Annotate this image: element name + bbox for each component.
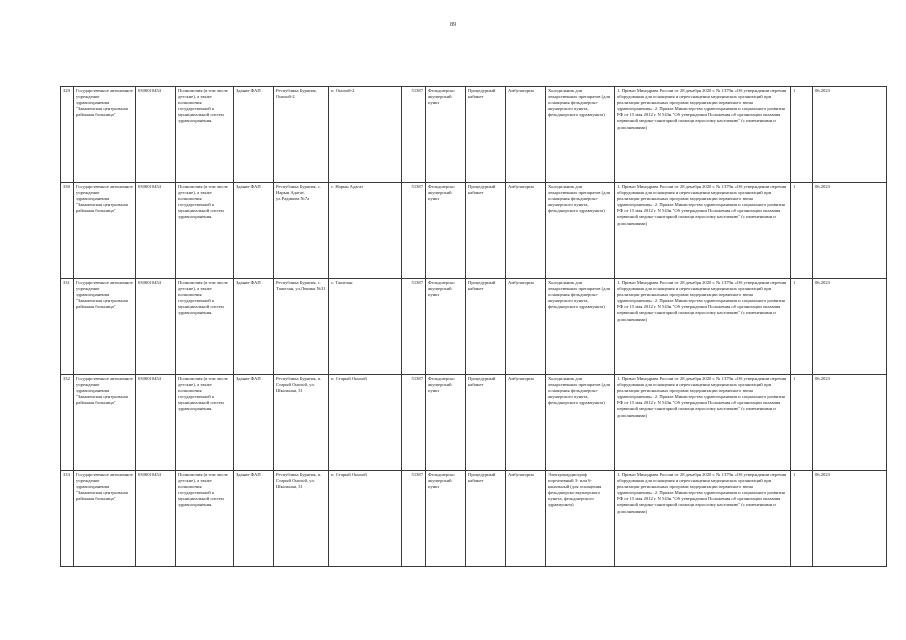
- code-cell: 0306010454: [136, 87, 176, 183]
- code-cell: 0306010454: [136, 183, 176, 279]
- organization-cell: Государственное автономное учреждение здравоохранения "Закаменская центральная районная больница": [74, 183, 136, 279]
- authority-cell: Полномочия (в том числе детские), а также полномочия государственной к муниципальной систем здравоохранения.: [176, 87, 234, 183]
- code-cell: 0306010454: [136, 375, 176, 471]
- room-cell: Процедурный кабинет: [466, 375, 506, 471]
- organization-cell: Государственное автономное учреждение здравоохранения "Закаменская центральная районная больница": [74, 87, 136, 183]
- row-number: 332: [61, 375, 74, 471]
- equipment-table: [60, 86, 887, 567]
- unit-cell: Фельдшерско акушерский пункт: [426, 471, 466, 567]
- equipment-cell: Холодильник для лекарственных препаратов (для оснащения фельдшерско-акушерского пункта, фельдшерского здравпункта): [546, 183, 615, 279]
- organization-cell: Государственное автономное учреждение здравоохранения "Закаменская центральная районная больница": [74, 471, 136, 567]
- equipment-cell: Холодильник для лекарственных препаратов (для оснащения фельдшерско-акушерского пункта, фельдшерского здравпункта): [546, 87, 615, 183]
- unit-cell: Фельдшерско акушерский пункт: [426, 183, 466, 279]
- address-cell: Республика Бурятия, Онохой-2: [274, 87, 329, 183]
- quantity-cell: 1: [791, 87, 813, 183]
- authority-cell: Полномочия (в том числе детские), а также полномочия государственной к муниципальной систем здравоохранения.: [176, 471, 234, 567]
- building-cell: Здание ФАП: [234, 471, 274, 567]
- address-cell: Республика Бурятия, с. Нарын Адагат, ул.Радикова №7а: [274, 183, 329, 279]
- locality-cell: п. Онохой-2: [329, 87, 402, 183]
- basis-cell: 1. Приказ Минздрава России от 28 декабря 2020 г. № 1379н «Об утверждении перечня оборудования для оснащения и переоснащения медицинских организаций при реализации региональных программ модернизации первичного звена здравоохранения». 2. Приказ Министерства здравоохранения и социального развития РФ от 15 мая 2012 г. N 543н "Об утверждении Положения об организации оказания первичной медико-санитарной помощи взрослому населению" (с изменениями и дополнениями): [615, 183, 791, 279]
- id-cell: 51387: [402, 375, 426, 471]
- date-cell: 06.2023: [813, 279, 887, 375]
- row-number: 331: [61, 279, 74, 375]
- quantity-cell: 1: [791, 375, 813, 471]
- room-cell: Процедурный кабинет: [466, 87, 506, 183]
- row-number: 333: [61, 471, 74, 567]
- department-cell: Амбулаторно: [506, 279, 546, 375]
- building-cell: Здание ФАП: [234, 375, 274, 471]
- address-cell: Республика Бурятия, п. Старый Онохой, ул. Школьная, 31: [274, 375, 329, 471]
- quantity-cell: 1: [791, 183, 813, 279]
- locality-cell: с. Нарын Адагат: [329, 183, 402, 279]
- basis-cell: 1. Приказ Минздрава России от 28 декабря 2020 г. № 1379н «Об утверждении перечня оборудования для оснащения и переоснащения медицинских организаций при реализации региональных программ модернизации первичного звена здравоохранения». 2. Приказ Министерства здравоохранения и социального развития РФ от 15 мая 2012 г. N 543н "Об утверждении Положения об организации оказания первичной медико-санитарной помощи взрослому населению" (с изменениями и дополнениями): [615, 471, 791, 567]
- locality-cell: с. Ташелан: [329, 279, 402, 375]
- row-number: 330: [61, 183, 74, 279]
- locality-cell: п. Старый Онохой: [329, 375, 402, 471]
- locality-cell: п. Старый Онохой: [329, 471, 402, 567]
- id-cell: 51387: [402, 471, 426, 567]
- id-cell: 51387: [402, 279, 426, 375]
- table-row: [61, 375, 887, 471]
- code-cell: 0306010454: [136, 471, 176, 567]
- address-cell: Республика Бурятия, с. Ташелан, ул.Ленина №31: [274, 279, 329, 375]
- basis-cell: 1. Приказ Минздрава России от 28 декабря 2020 г. № 1379н «Об утверждении перечня оборудования для оснащения и переоснащения медицинских организаций при реализации региональных программ модернизации первичного звена здравоохранения». 2. Приказ Министерства здравоохранения и социального развития РФ от 15 мая 2012 г. N 543н "Об утверждении Положения об организации оказания первичной медико-санитарной помощи взрослому населению" (с изменениями и дополнениями): [615, 375, 791, 471]
- date-cell: 06.2023: [813, 471, 887, 567]
- table-row: [61, 279, 887, 375]
- unit-cell: Фельдшерско акушерский пункт: [426, 375, 466, 471]
- organization-cell: Государственное автономное учреждение здравоохранения "Закаменская центральная районная больница": [74, 279, 136, 375]
- date-cell: 06.2023: [813, 375, 887, 471]
- equipment-cell: Холодильник для лекарственных препаратов (для оснащения фельдшерско-акушерского пункта, фельдшерского здравпункта): [546, 279, 615, 375]
- table-row: [61, 471, 887, 567]
- basis-cell: 1. Приказ Минздрава России от 28 декабря 2020 г. № 1379н «Об утверждении перечня оборудования для оснащения и переоснащения медицинских организаций при реализации региональных программ модернизации первичного звена здравоохранения». 2. Приказ Министерства здравоохранения и социального развития РФ от 15 мая 2012 г. N 543н "Об утверждении Положения об организации оказания первичной медико-санитарной помощи взрослому населению" (с изменениями и дополнениями): [615, 279, 791, 375]
- id-cell: 51387: [402, 87, 426, 183]
- address-cell: Республика Бурятия, п. Старый Онохой, ул. Школьная, 31: [274, 471, 329, 567]
- quantity-cell: 1: [791, 279, 813, 375]
- code-cell: 0306010454: [136, 279, 176, 375]
- building-cell: Здание ФАП: [234, 279, 274, 375]
- authority-cell: Полномочия (в том числе детские), а также полномочия государственной к муниципальной систем здравоохранения.: [176, 375, 234, 471]
- organization-cell: Государственное автономное учреждение здравоохранения "Закаменская центральная районная больница": [74, 375, 136, 471]
- department-cell: Амбулаторно: [506, 375, 546, 471]
- equipment-cell: Электрокардиограф портативный 3- или 6-канальный (для оснащения фельдшерско-акушерского пункта, фельдшерского здравпункта): [546, 471, 615, 567]
- unit-cell: Фельдшерско акушерский пункт: [426, 87, 466, 183]
- authority-cell: Полномочия (в том числе детские), а также полномочия государственной к муниципальной систем здравоохранения.: [176, 279, 234, 375]
- equipment-cell: Холодильник для лекарственных препаратов (для оснащения фельдшерско-акушерского пункта, фельдшерского здравпункта): [546, 375, 615, 471]
- table-row: [61, 183, 887, 279]
- authority-cell: Полномочия (в том числе детские), а также полномочия государственной к муниципальной систем здравоохранения.: [176, 183, 234, 279]
- date-cell: 06.2023: [813, 87, 887, 183]
- basis-cell: 1. Приказ Минздрава России от 28 декабря 2020 г. № 1379н «Об утверждении перечня оборудования для оснащения и переоснащения медицинских организаций при реализации региональных программ модернизации первичного звена здравоохранения». 2. Приказ Министерства здравоохранения и социального развития РФ от 15 мая 2012 г. N 543н "Об утверждении Положения об организации оказания первичной медико-санитарной помощи взрослому населению" (с изменениями и дополнениями): [615, 87, 791, 183]
- page-number: 89: [450, 22, 456, 28]
- department-cell: Амбулаторно: [506, 183, 546, 279]
- room-cell: Процедурный кабинет: [466, 279, 506, 375]
- unit-cell: Фельдшерско акушерский пункт: [426, 279, 466, 375]
- building-cell: Здание ФАП: [234, 183, 274, 279]
- room-cell: Процедурный кабинет: [466, 471, 506, 567]
- department-cell: Амбулаторно: [506, 87, 546, 183]
- table-row: [61, 87, 887, 183]
- id-cell: 51387: [402, 183, 426, 279]
- row-number: 329: [61, 87, 74, 183]
- room-cell: Процедурный кабинет: [466, 183, 506, 279]
- quantity-cell: 1: [791, 471, 813, 567]
- date-cell: 06.2023: [813, 183, 887, 279]
- building-cell: Здание ФАП: [234, 87, 274, 183]
- department-cell: Амбулаторно: [506, 471, 546, 567]
